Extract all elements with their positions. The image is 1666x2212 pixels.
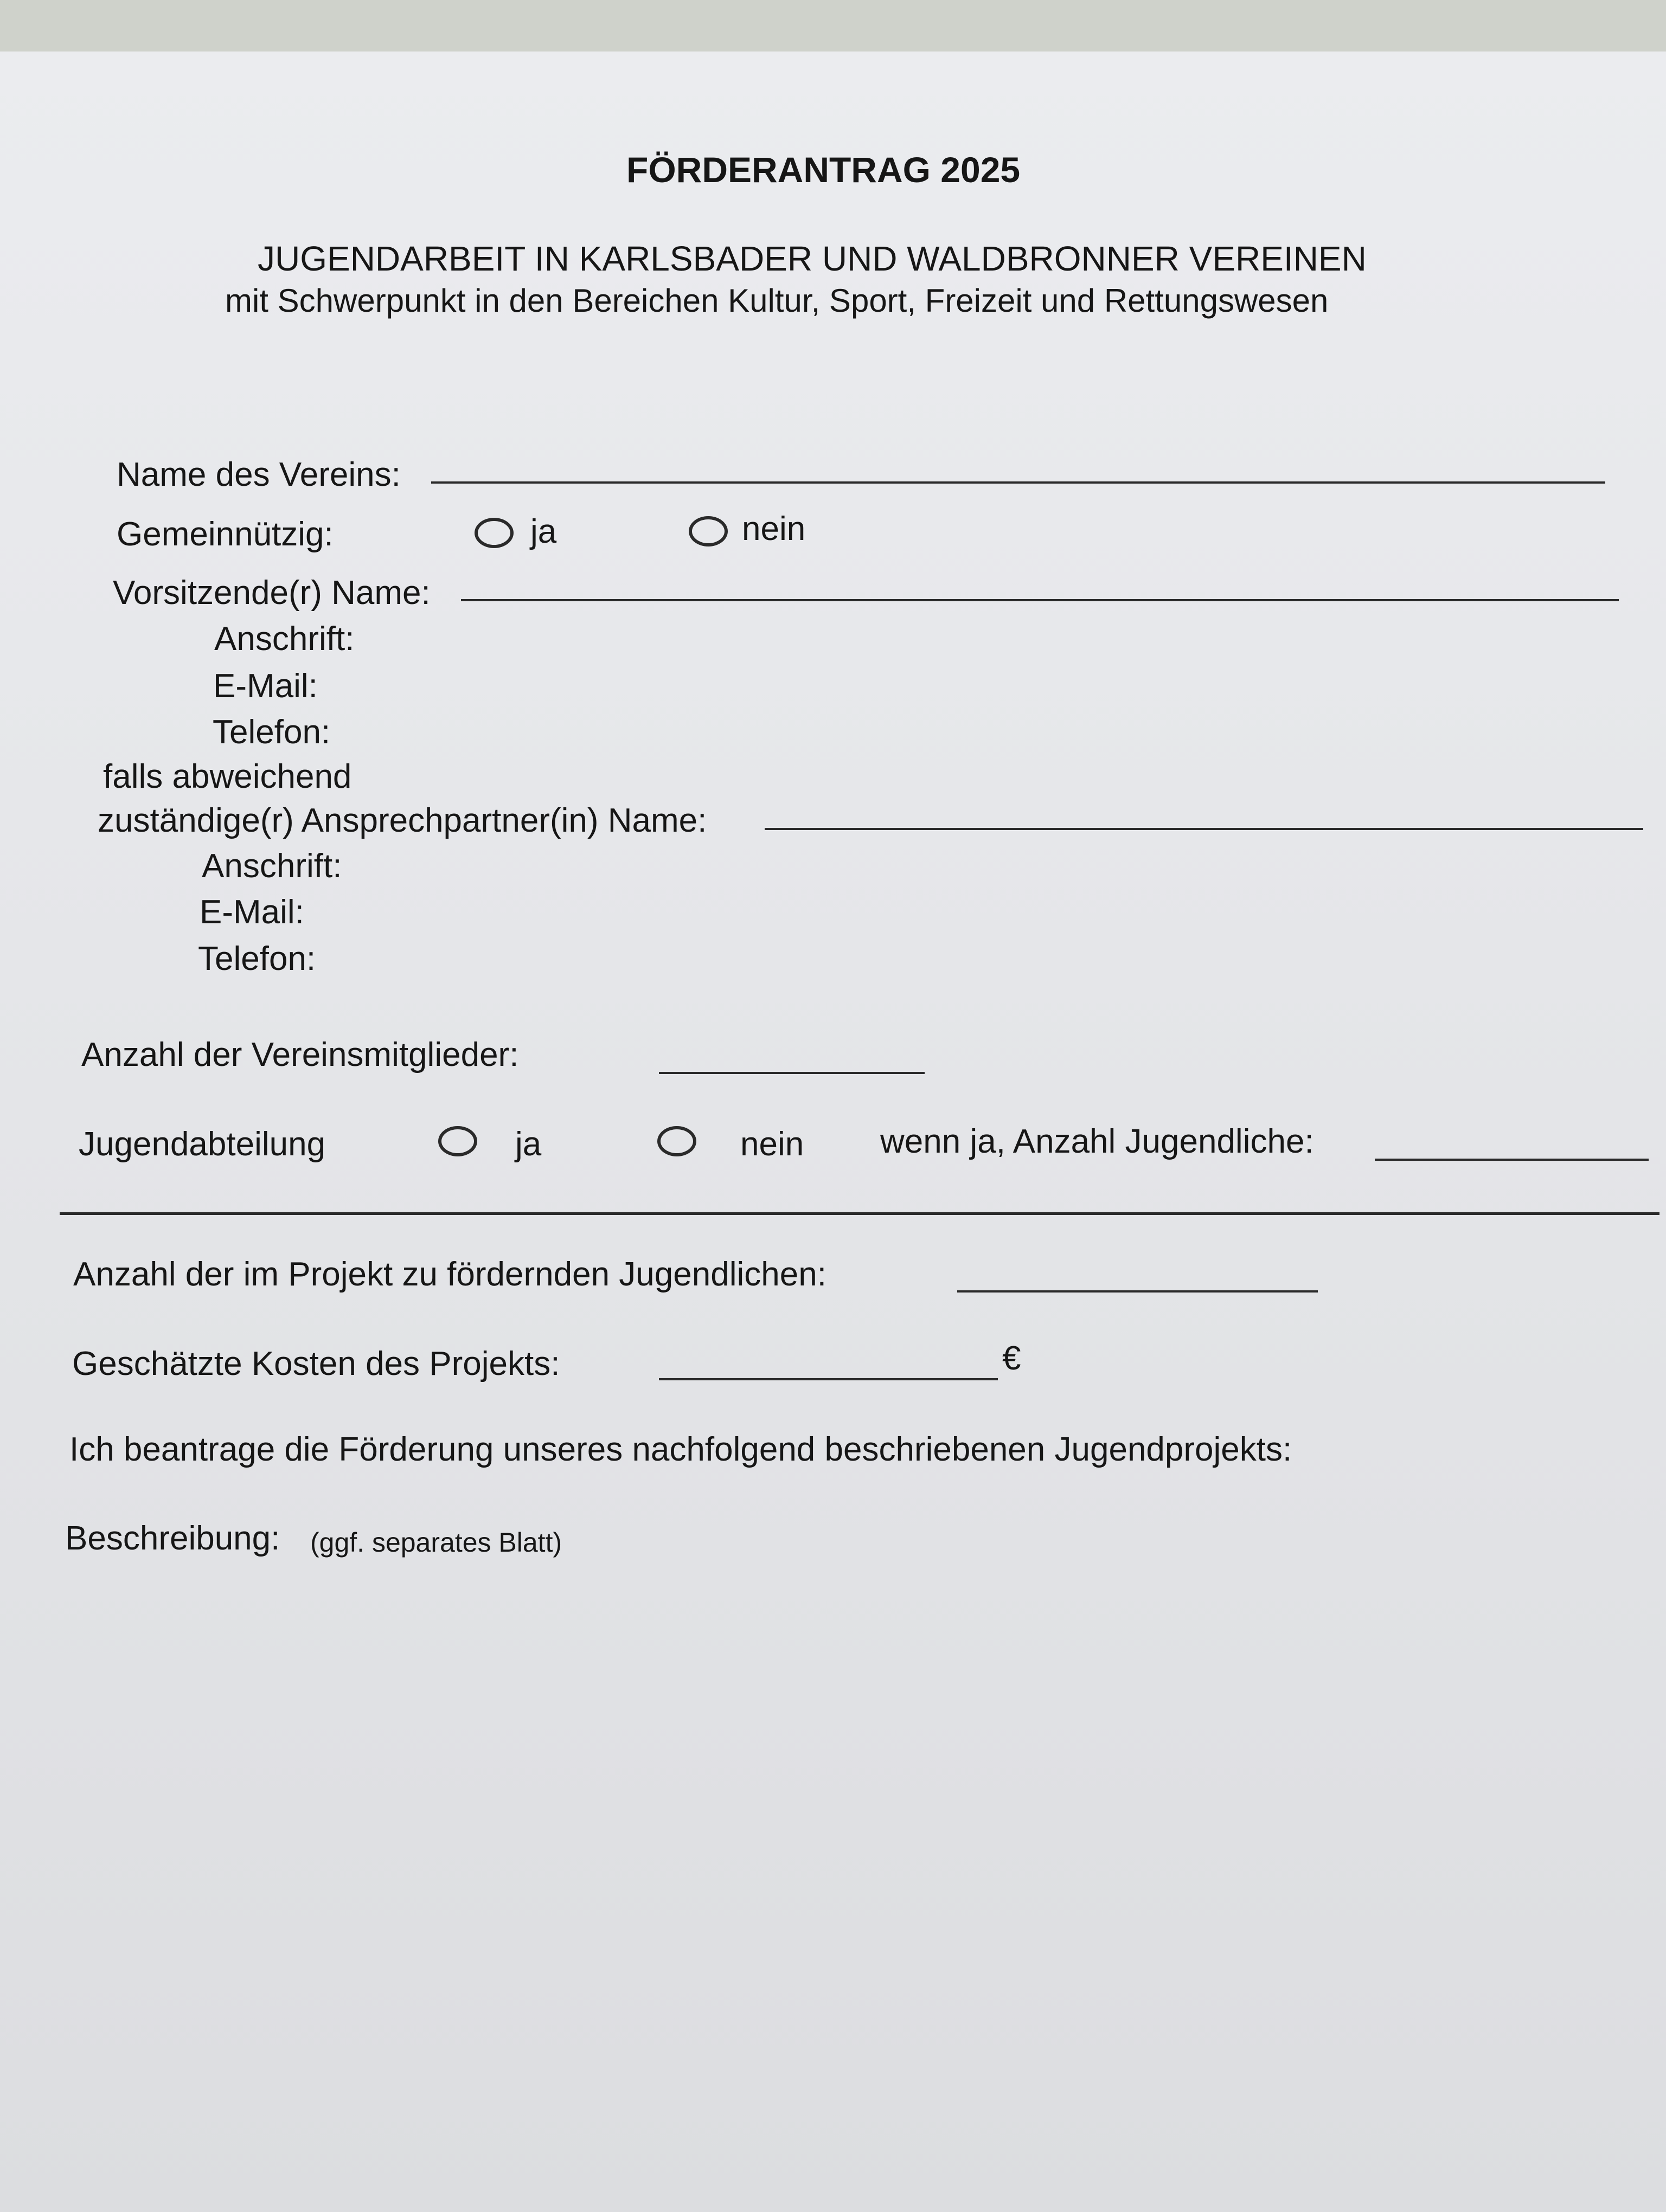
request-statement: Ich beantrage die Förderung unseres nachfolgend beschriebenen Jugendprojekts: [69,1431,1292,1468]
form-subtitle: JUGENDARBEIT IN KARLSBADER UND WALDBRONNER VEREINEN [258,239,1367,278]
description-label: Beschreibung: [65,1520,280,1557]
charitable-label: Gemeinnützig: [117,516,334,553]
project-youth-count-field[interactable] [957,1290,1318,1293]
member-count-label: Anzahl der Vereinsmitglieder: [81,1036,519,1073]
contact-name-label: zuständige(r) Ansprechpartner(in) Name: [98,802,707,839]
contact-address-label: Anschrift: [202,847,342,885]
charitable-no-label: nein [742,510,806,548]
project-cost-field[interactable] [659,1378,998,1380]
contact-phone-label: Telefon: [198,940,316,978]
charitable-yes-radio[interactable] [475,518,514,548]
chair-name-label: Vorsitzende(r) Name: [113,574,431,612]
form-focus-areas: mit Schwerpunkt in den Bereichen Kultur, Sport, Freizeit und Rettungswesen [225,282,1329,319]
chair-name-field[interactable] [461,599,1619,601]
chair-email-label: E-Mail: [213,667,318,705]
youth-dept-label: Jugendabteilung [79,1126,326,1163]
section-divider [60,1212,1659,1215]
project-cost-label: Geschätzte Kosten des Projekts: [72,1345,560,1382]
youth-count-field[interactable] [1375,1159,1649,1161]
youth-dept-no-label: nein [740,1126,804,1163]
youth-dept-yes-label: ja [515,1126,542,1163]
club-name-label: Name des Vereins: [117,456,401,493]
form-title: FÖRDERANTRAG 2025 [626,150,1021,190]
member-count-field[interactable] [659,1072,925,1074]
form-page [0,52,1666,2212]
charitable-no-radio[interactable] [689,516,728,546]
contact-name-field[interactable] [765,828,1643,830]
charitable-yes-label: ja [530,513,557,550]
club-name-field[interactable] [431,481,1605,484]
project-youth-count-label: Anzahl der im Projekt zu fördernden Jugendlichen: [73,1256,826,1293]
currency-symbol: € [1002,1340,1021,1377]
contact-if-different-label: falls abweichend [103,758,352,795]
chair-address-label: Anschrift: [214,620,355,658]
youth-count-label: wenn ja, Anzahl Jugendliche: [880,1123,1314,1160]
description-hint: (ggf. separates Blatt) [310,1527,562,1558]
contact-email-label: E-Mail: [200,893,304,931]
youth-dept-yes-radio[interactable] [438,1126,477,1156]
youth-dept-no-radio[interactable] [657,1126,696,1156]
chair-phone-label: Telefon: [213,713,331,751]
